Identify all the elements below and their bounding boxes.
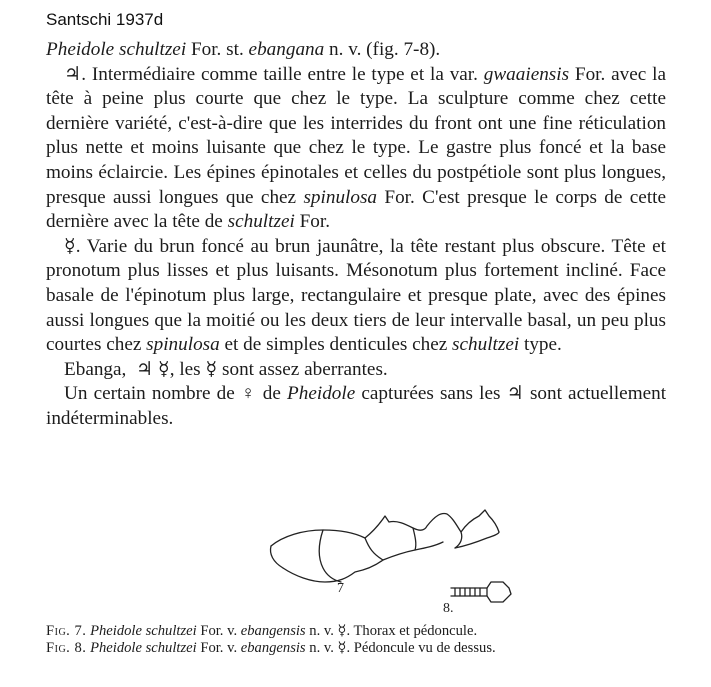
subspecies-name: ebangana xyxy=(248,39,325,60)
paragraph-locality: Ebanga, ♃ ☿, les ☿ sont assez aberrantes. xyxy=(64,358,388,380)
taxon-status: n. v. (fig. 7-8). xyxy=(329,39,441,60)
mesonotum-line xyxy=(365,538,383,560)
species-name: schultzei xyxy=(119,39,187,60)
caption-fig-8: Fig. 8. Pheidole schultzei For. v. ebangensis n. v. ☿. Pédoncule vu de dessus. xyxy=(46,640,496,656)
pedicel-hatch xyxy=(455,588,480,596)
major-worker-symbol: ♃ xyxy=(64,63,82,85)
authority: For. st. xyxy=(190,39,244,60)
paragraph-major: ♃. Intermédiaire comme taille entre le type et la var. gwaaiensis For. avec la tête à peine plus courte que chez le type. La sculpture comme chez cette dernière variété, c'est-à-dire que les interrides du front ont une fine réticulation plus nette et moins luisante que chez le type. Le gastre plus foncé et la base moins éclaircie. Les épines épinotales et celles du postpétiole sont plus longues, presque aussi longues que chez spinulosa For. C'est presque le corps de cette dernière avec la tête de schultzei For. xyxy=(46,63,666,233)
thorax-pedicel-figure xyxy=(265,506,535,616)
thorax-lower xyxy=(283,542,443,582)
figure-label-7: 7 xyxy=(337,581,344,596)
paragraph-worker: ☿. Varie du brun foncé au brun jaunâtre, la tête restant plus obscure. Tête et pronotum plus lisses et plus luisants. Mésonotum plus fortement incliné. Face basale de l'épinotum plus large, rectangulaire et presque plate, avec des épines aussi longues que la moitié ou les deux tiers de leur intervalle basal, un peu plus courtes chez spinulosa et de simples denticules chez schultzei type. xyxy=(46,235,666,356)
thorax-outline xyxy=(271,510,499,546)
figure-captions xyxy=(46,623,686,657)
figure-label-8: 8. xyxy=(443,601,454,616)
worker-symbol: ☿ xyxy=(64,235,76,257)
description-text xyxy=(46,38,666,432)
head-fragment xyxy=(271,546,284,568)
thorax-suture xyxy=(319,530,341,582)
taxon-heading xyxy=(46,38,666,63)
caption-fig-7: Fig. 7. Pheidole schultzei For. v. ebangensis n. v. ☿. Thorax et pédoncule. xyxy=(46,623,478,639)
petiole-line xyxy=(455,532,462,548)
paragraph-females: Un certain nombre de ♀ de Pheidole capturées sans les ♃ sont actuellement indéterminables. xyxy=(46,383,667,429)
source-citation: Santschi 1937d xyxy=(46,10,164,29)
propodeum-line xyxy=(413,528,416,550)
genus-name: Pheidole xyxy=(46,39,115,60)
